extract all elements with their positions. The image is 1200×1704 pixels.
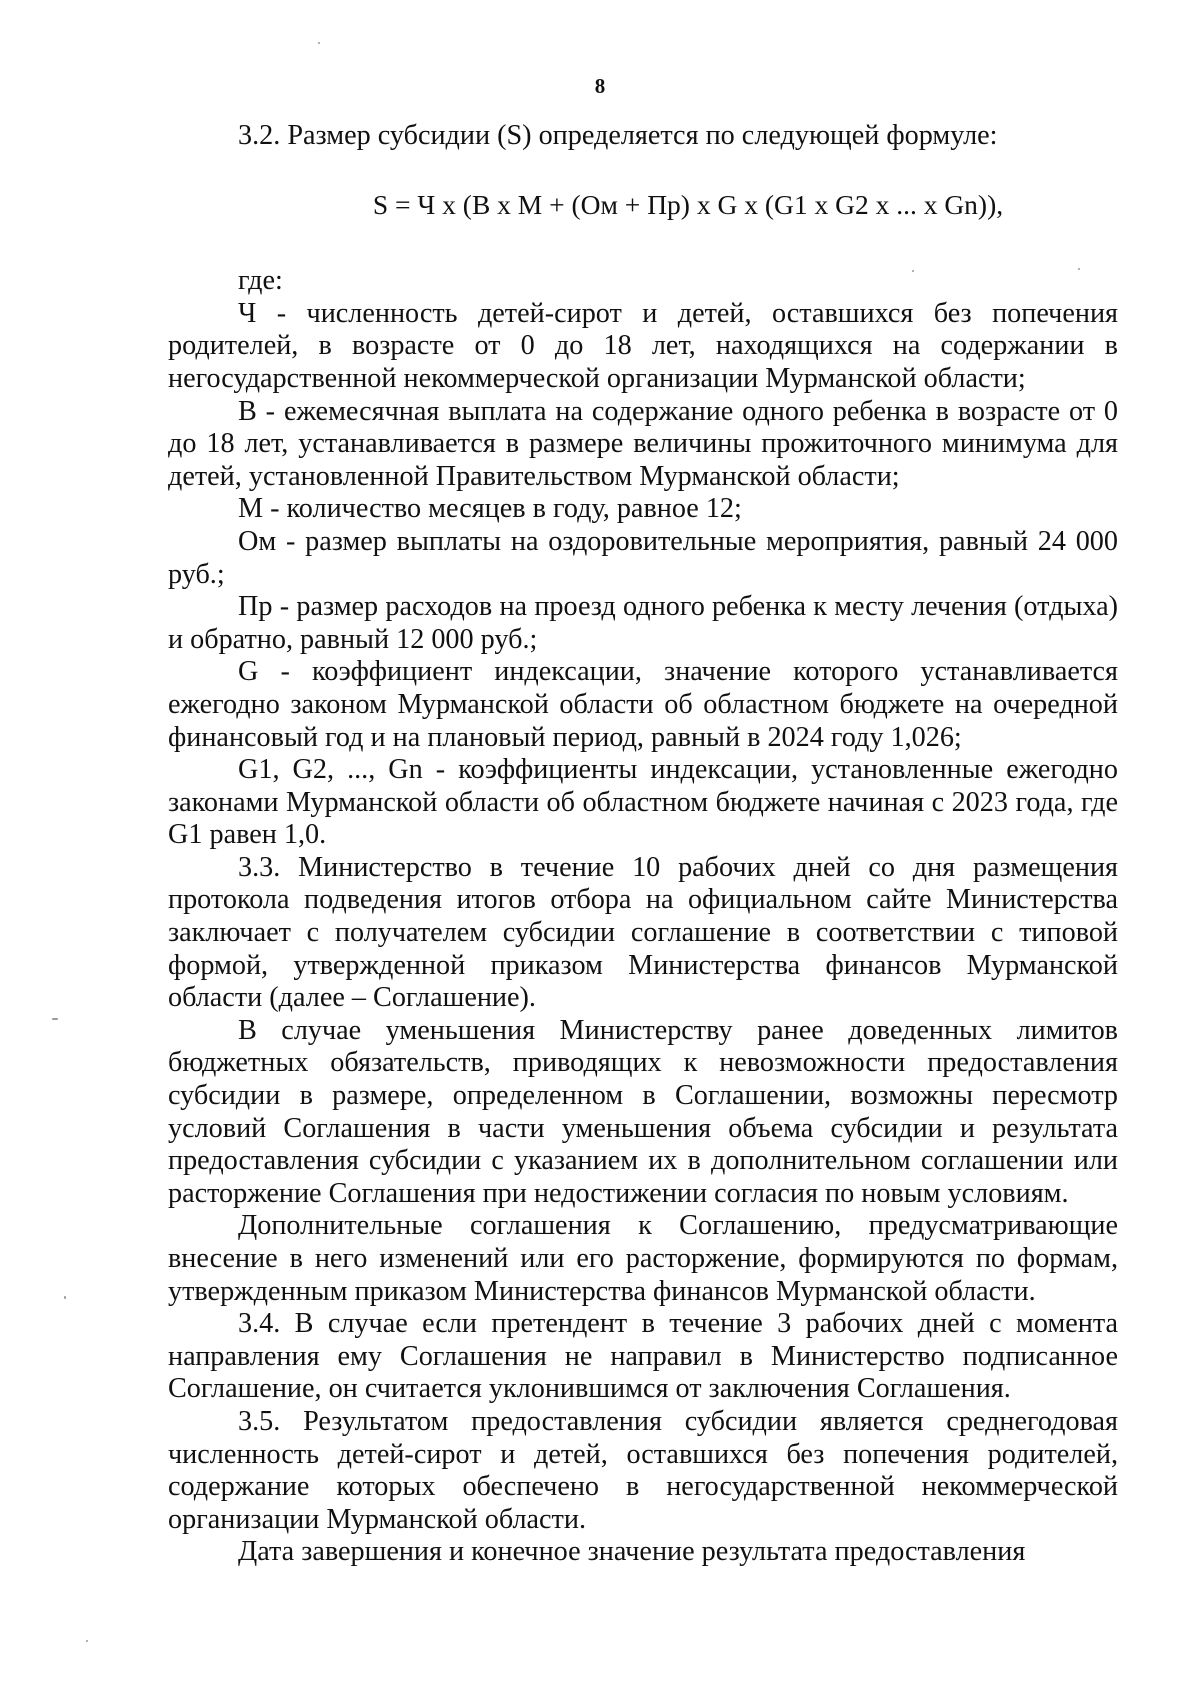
section-3-4: 3.4. В случае если претендент в течение 3 рабочих дней с момента направления ему Соглашения не направил в Министерство подписанное Соглашение, он считается уклонившимся от заключения Соглашения.	[168, 1308, 1118, 1405]
scan-speck	[912, 270, 914, 272]
paragraph-additional-agreements: Дополнительные соглашения к Соглашению, предусматривающие внесение в него изменений или его расторжение, формируются по формам, утвержденным приказом Министерства финансов Мурманской области.	[168, 1210, 1118, 1307]
section-3-2-intro: 3.2. Размер субсидии (S) определяется по следующей формуле:	[238, 120, 998, 151]
definition-ch: Ч - численность детей-сирот и детей, оставшихся без попечения родителей, в возрасте от 0 до 18 лет, находящихся на содержании в негосударственной некоммерческой организации Мурманской области;	[168, 297, 1118, 394]
paragraph-completion-date: Дата завершения и конечное значение результата предоставления	[238, 1536, 1026, 1568]
scan-speck	[64, 1296, 66, 1299]
paragraph-limits-reduction: В случае уменьшения Министерству ранее доведенных лимитов бюджетных обязательств, приводящих к невозможности предоставления субсидии в размере, определенном в Соглашении, возможны пересмотр условий Соглашения в части уменьшения объема субсидии и результата предоставления субсидии с указанием их в дополнительном соглашении или расторжение Соглашения при недостижении согласия по новым условиям.	[168, 1014, 1118, 1209]
definition-g1-gn: G1, G2, ..., Gn - коэффициенты индексации, установленные ежегодно законами Мурманской области об областном бюджете начиная с 2023 года, где G1 равен 1,0.	[168, 754, 1118, 851]
definition-om: Ом - размер выплаты на оздоровительные мероприятия, равный 24 000 руб.;	[168, 525, 1118, 590]
definition-g: G - коэффициент индексации, значение которого устанавливается ежегодно законом Мурманской области об областном бюджете на очередной финансовый год и на плановый период, равный в 2024 году 1,026;	[168, 656, 1118, 753]
subsidy-formula: S = Ч х (В х М + (Ом + Пр) х G х (G1 х G2 х ... х Gn)),	[372, 188, 1004, 220]
definition-m: М - количество месяцев в году, равное 12;	[238, 493, 742, 525]
scan-speck	[52, 1018, 58, 1020]
definitions-list	[168, 298, 1118, 852]
scan-speck	[318, 42, 320, 44]
definition-v: В - ежемесячная выплата на содержание одного ребенка в возрасте от 0 до 18 лет, устанавливается в размере величины прожиточного минимума для детей, установленной Правительством Мурманской области;	[168, 395, 1118, 492]
where-label: где:	[238, 265, 283, 297]
scan-speck	[86, 1640, 88, 1642]
section-3-5: 3.5. Результатом предоставления субсидии является среднегодовая численность детей-сирот и детей, оставшихся без попечения родителей, содержание которых обеспечено в негосударственной некоммерческой организации Мурманской области.	[168, 1405, 1118, 1535]
definition-pr: Пр - размер расходов на проезд одного ребенка к месту лечения (отдыха) и обратно, равный 12 000 руб.;	[168, 591, 1118, 655]
page-number: 8	[594, 74, 606, 98]
section-3-3: 3.3. Министерство в течение 10 рабочих дней со дня размещения протокола подведения итогов отбора на официальном сайте Министерства заключает с получателем субсидии соглашение в соответствии с типовой формой, утвержденной приказом Министерства финансов Мурманской области (далее – Соглашение).	[168, 851, 1118, 1014]
scan-speck	[1078, 268, 1080, 270]
document-body	[168, 120, 1118, 1569]
